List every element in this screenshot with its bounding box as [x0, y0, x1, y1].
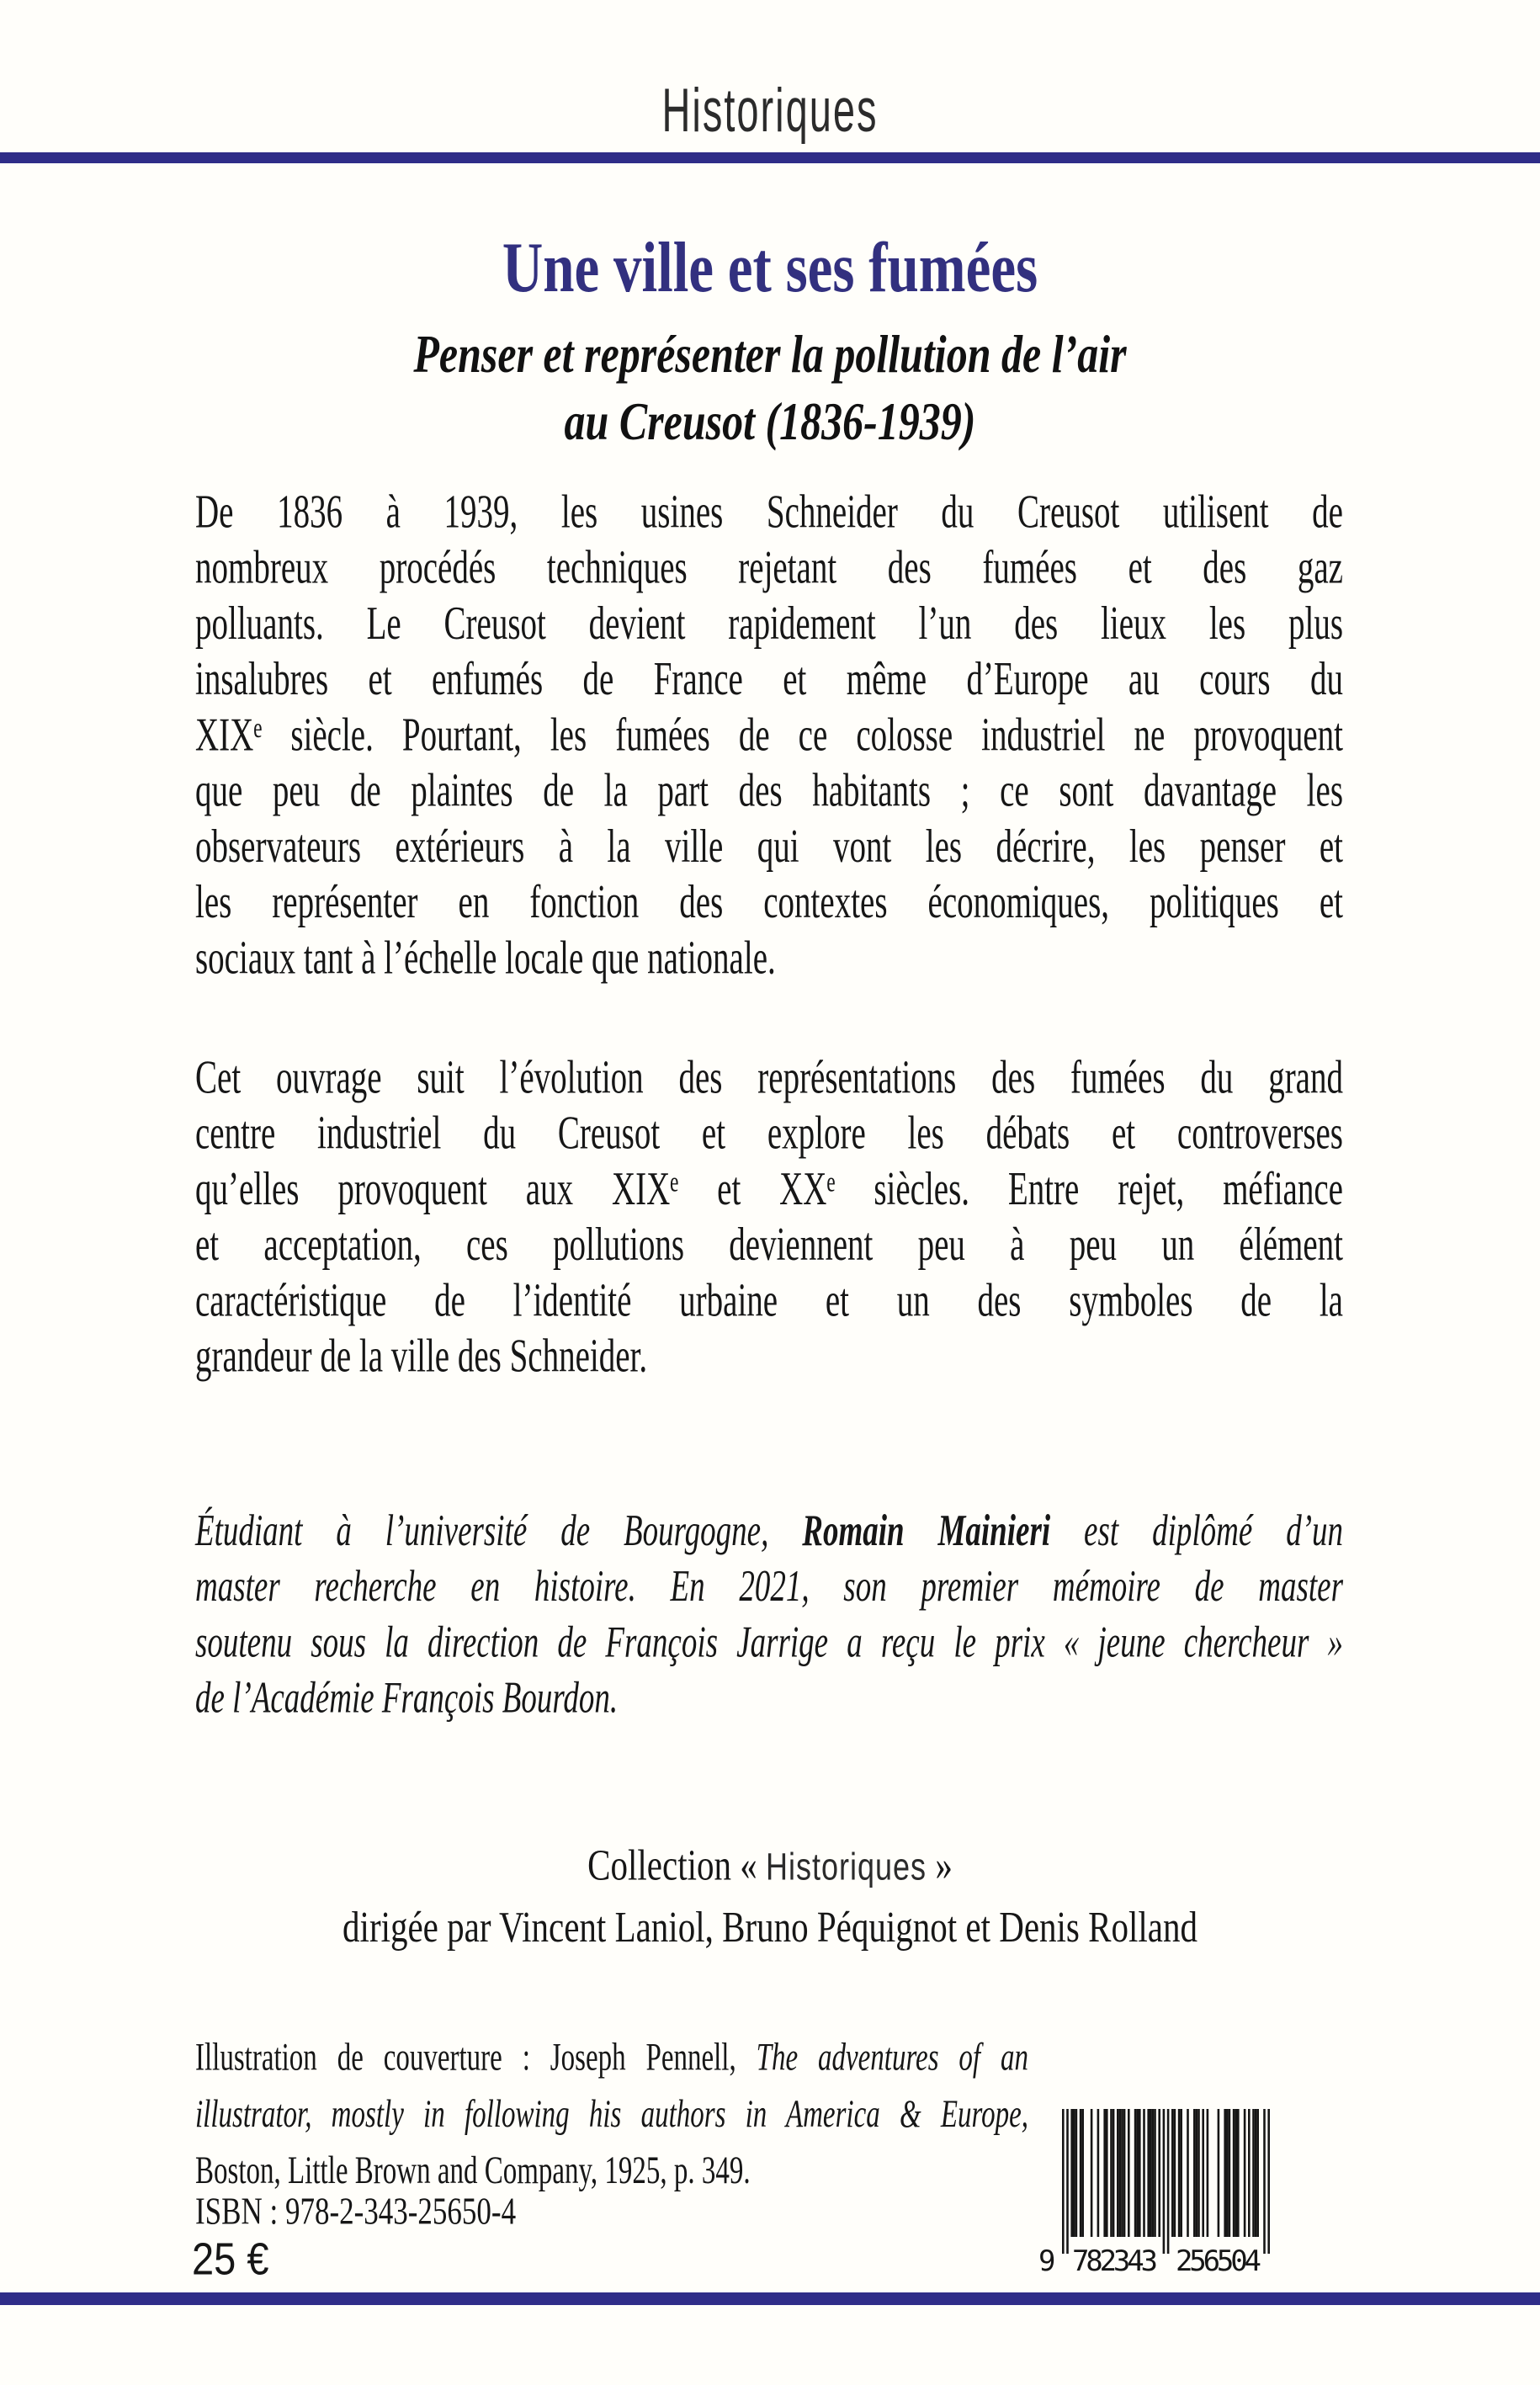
text-line: soutenu sous la direction de François Jarrige a reçu le prix « jeune chercheur »	[195, 1617, 1343, 1668]
bio-line1-pre: Étudiant à l’université de Bourgogne,	[195, 1506, 803, 1556]
book-title: Une ville et ses fumées	[502, 228, 1038, 308]
price-label: 25 €	[192, 2233, 269, 2285]
text-line: XIXᵉ siècle. Pourtant, les fumées de ce colosse industriel ne provoquent	[195, 709, 1343, 762]
isbn-label: ISBN : 978-2-343-25650-4	[195, 2190, 517, 2233]
text-line	[195, 1504, 1343, 1559]
text-line: illustrator, mostly in following his authors in America & Europe,	[195, 2093, 1028, 2136]
credit-italic-title: The adventures of an	[756, 2037, 1028, 2080]
text-line: les représenter en fonction des contextes économiques, politiques et	[195, 876, 1343, 929]
barcode-digits-left: 782343	[1072, 2244, 1158, 2277]
text-line: De 1836 à 1939, les usines Schneider du Creusot utilisent de	[195, 486, 1343, 539]
text-line: nombreux procédés techniques rejetant des fumées et des gaz	[195, 541, 1343, 594]
text-line: Boston, Little Brown and Company, 1925, p. 349.	[195, 2149, 751, 2193]
text-line	[195, 2030, 1028, 2086]
text-line: qu’elles provoquent aux XIXᵉ et XXᵉ siècles. Entre rejet, méfiance	[195, 1162, 1343, 1215]
text-line: insalubres et enfumés de France et même d’Europe au cours du	[195, 653, 1343, 706]
collection-name-logo: Historiques	[765, 1844, 927, 1888]
cover-illustration-credit	[195, 2030, 1028, 2200]
bio-line1-post: est diplômé d’un	[1050, 1506, 1344, 1556]
ean13-barcode	[1037, 2109, 1298, 2277]
bottom-accent-bar	[0, 2292, 1540, 2305]
text-line: polluants. Le Creusot devient rapidement l’un des lieux les plus	[195, 597, 1343, 650]
top-accent-bar	[0, 152, 1540, 163]
collection-block	[0, 1835, 1540, 1957]
text-line: et acceptation, ces pollutions deviennent peu à peu un élément	[195, 1219, 1343, 1272]
text-line: sociaux tant à l’échelle locale que nationale.	[195, 932, 776, 985]
text-line: observateurs extérieurs à la ville qui vont les décrire, les penser et	[195, 820, 1343, 873]
book-subtitle-line-2: au Creusot (1836-1939)	[564, 390, 976, 451]
book-subtitle	[0, 321, 1540, 455]
author-name: Romain Mainieri	[802, 1506, 1051, 1556]
collection-line	[0, 1835, 1540, 1897]
collection-directors-line: dirigée par Vincent Laniol, Bruno Péquignot et Denis Rolland	[343, 1902, 1197, 1952]
barcode-digits-right: 256504	[1176, 2244, 1261, 2277]
author-bio	[195, 1504, 1343, 1727]
text-line: Cet ouvrage suit l’évolution des représentations des fumées du grand	[195, 1051, 1343, 1104]
text-line: centre industriel du Creusot et explore les débats et controverses	[195, 1107, 1343, 1160]
synopsis-paragraph-1	[195, 485, 1343, 986]
book-subtitle-line-1: Penser et représenter la pollution de l’air	[413, 323, 1127, 384]
credit-roman: Illustration de couverture : Joseph Pennell,	[195, 2037, 757, 2080]
synopsis-paragraph-2	[195, 1050, 1343, 1384]
barcode-bars	[1062, 2109, 1270, 2254]
text-line: de l’Académie François Bourdon.	[195, 1673, 619, 1724]
text-line: que peu de plaintes de la part des habitants ; ce sont davantage les	[195, 764, 1343, 817]
text-line: master recherche en histoire. En 2021, son premier mémoire de master	[195, 1562, 1343, 1612]
collection-suffix: »	[927, 1840, 953, 1889]
barcode-digit-first: 9	[1038, 2244, 1056, 2277]
collection-prefix: Collection «	[587, 1840, 766, 1889]
text-line: caractéristique de l’identité urbaine et un des symboles de la	[195, 1274, 1343, 1327]
collection-logo-historiques: Historiques	[661, 75, 879, 145]
text-line: grandeur de la ville des Schneider.	[195, 1330, 648, 1383]
